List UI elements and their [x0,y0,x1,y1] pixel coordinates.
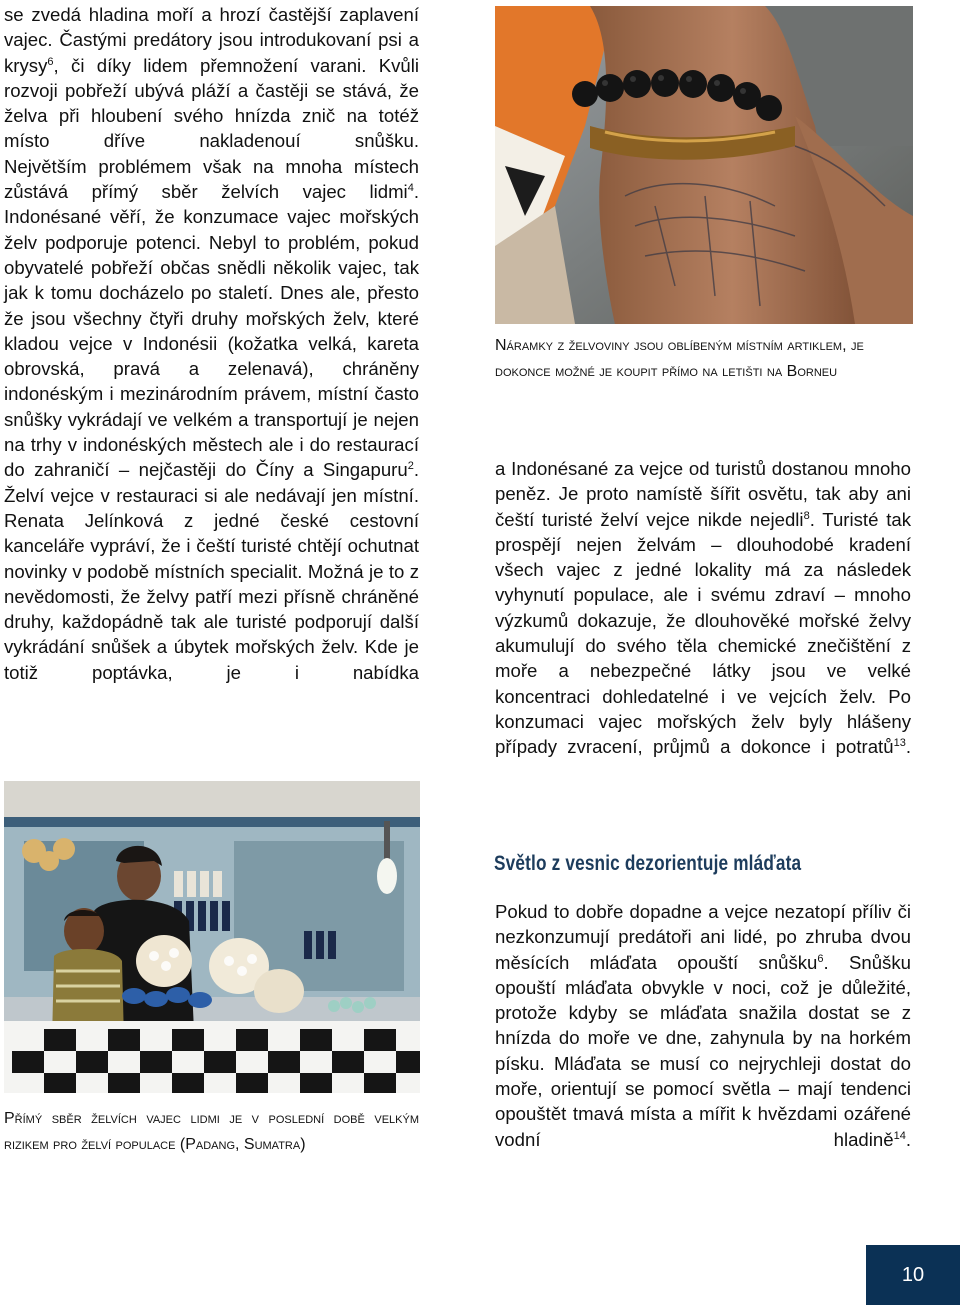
text-run: a Indonésané za vejce od turistů dostanou mnoho peněz. Je proto namístě šířit osvětu, tak aby ani čeští turisté želví vejce nikde nejedli [495,458,911,530]
text-run: . [905,736,911,758]
section-heading: Světlo z vesnic dezorientuje mláďata [494,852,802,875]
footnote-ref: 6 [47,55,54,68]
text-run: se zvedá hladina moří a hrozí častější zaplavení vajec. Častými predátory jsou introdukovaní psi a krysy [4,4,419,76]
footnote-ref: 6 [817,952,824,965]
body-paragraph [4,2,419,154]
footnote-ref: 4 [407,182,414,195]
text-run: . Želví vejce v restauraci si ale nedávají jen místní. Renata Jelínková z jedné české cestovní kanceláře vypráví, že i čeští turisté chtějí ochutnat novinky v podobě místních specialit. Možná je to z nevědomosti, že želvy patří mezi přísně chráněné druhy, každopádně tak ale turisté podporují další vykrádání snůšek a úbytek mořských želv. Kde je totiž poptávka, je i nabídka [4,459,419,683]
right-column [495,456,911,760]
footnote-ref: 8 [803,509,810,522]
text-run: Pokud to dobře dopadne a vejce nezatopí příliv či nezkonzumují predátoři ani lidé, po zhruba dvou měsících mláďata opouští snůšku [495,901,911,973]
text-run: Největším problémem však na mnoha místech zůstává přímý sběr želvích vajec lidmi [4,155,419,203]
body-paragraph [4,154,419,685]
bracelet-caption: Náramky z želvoviny jsou oblíbeným místním artiklem, je dokonce možné je koupit přímo na letišti na Borneu [495,337,864,380]
text-run: . [905,1128,911,1150]
text-run: . Indonésané věří, že konzumace vajec mořských želv podporuje potenci. Nebyl to problém, pokud obyvatelé pobřeží občas snědli několik vajec, tak jak k tomu docházelo po staletí. Dnes ale, přesto že jsou všechny čtyři druhy mořských želv, které kladou vejce v Indonésii (kožatka velká, kareta obrovská, pravá a zelenavá), chráněny indonéským i mezinárodním právem, místní často snůšky vykrádají ve velkém a transportují je nejen na trhy v indonéských městech ale i do restaurací do zahraničí – nejčastěji do Číny a Singapuru [4,181,419,481]
text-run: , či díky lidem přemnožení varani. Kvůli rozvoji pobřeží ubývá pláží a častěji se stává, že želva při hloubení svého hnízda znič na totéž místo dříve nakladenouí snůšku. [4,54,419,152]
section-body [495,899,911,1152]
bracelet-photo [495,6,913,324]
market-caption: Přímý sběr želvích vajec lidmi je v poslední době velkým rizikem pro želví populace (Padang, Sumatra) [4,1110,419,1153]
bracelet-photo-image [495,6,913,324]
body-paragraph [495,899,911,1152]
left-column [4,2,419,685]
market-photo-image [4,781,420,1093]
market-photo [4,781,420,1093]
bracelet-caption-block [495,333,911,384]
footnote-ref: 14 [893,1129,906,1142]
text-run: . Snůšku opouští mláďata obvykle v noci, což je důležité, protože kdyby se mláďata snažila dostat se z hnízda do moře ve dne, zahynula by na horkém písku. Mláďata se musí co nejrychleji dostat do moře, orientují se pomocí světla – mají tendenci opouštět tmavá místa a mířit k hvězdami ozářené vodní hladině [495,951,911,1150]
market-caption-block [4,1106,419,1157]
body-paragraph [495,456,911,760]
footnote-ref: 13 [893,737,906,750]
footnote-ref: 2 [407,460,414,473]
text-run: . Turisté tak prospějí nejen želvám – dlouhodobé kradení všech vajec z jedné lokality má za následek vyhynutí populace, ale i svému zdraví – mnoho výzkumů dokazuje, že dlouhověké mořské želvy akumulují do svého těla chemické znečištění z moře a nebezpečné látky jsou ve velké koncentraci dohledatelné i ve vejcích želv. Po konzumaci vajec mořských želv byly hlášeny případy zvracení, průjmů a dokonce i potratů [495,508,912,758]
page-number: 10 [866,1245,960,1305]
